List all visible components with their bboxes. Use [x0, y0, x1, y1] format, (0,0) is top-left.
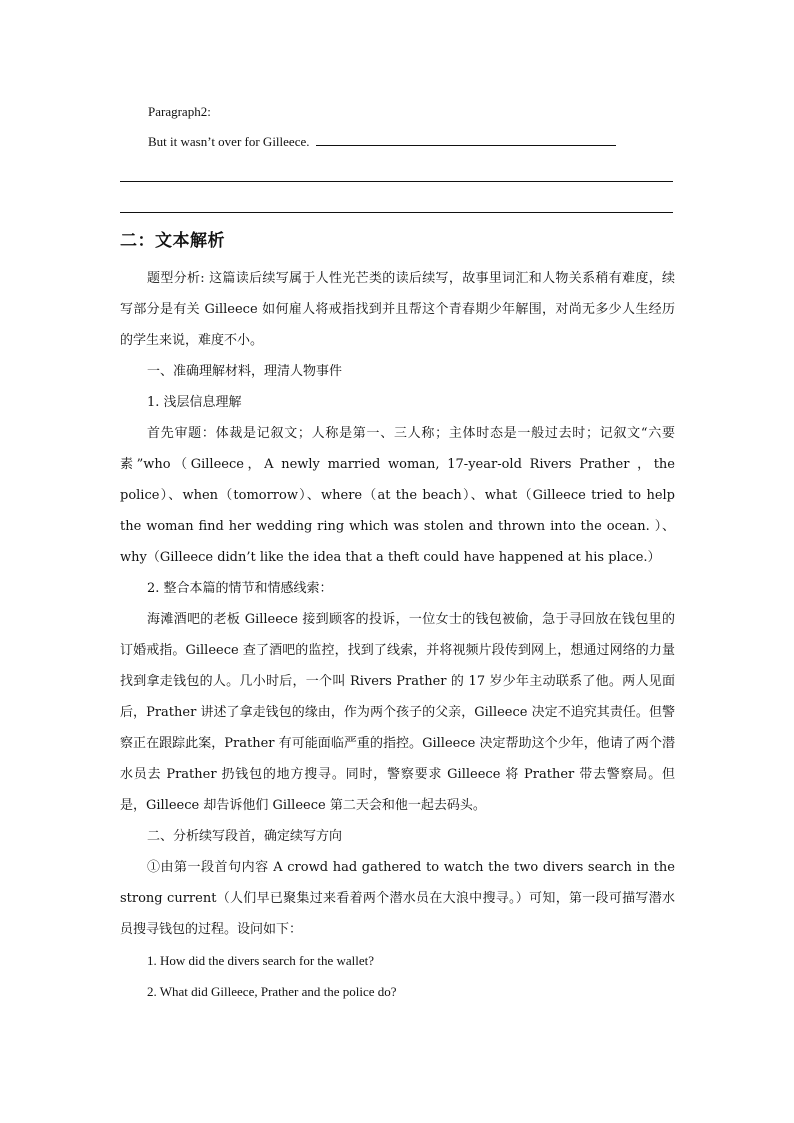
continuation-prompt	[148, 134, 678, 150]
item1-title: 1. 浅层信息理解	[147, 395, 242, 410]
paragraph-label: Paragraph2:	[148, 104, 211, 119]
continuation-start-text: But it wasn’t over for Gilleece.	[148, 134, 310, 149]
part1-title: 一、准确理解材料，理清人物事件	[147, 364, 343, 379]
part2-title: 二、分析续写段首，确定续写方向	[147, 829, 343, 844]
writing-line-2[interactable]	[120, 212, 673, 213]
question-item: 1. How did the divers search for the wallet?	[147, 953, 375, 968]
question-item: 2. What did Gilleece, Prather and the police do?	[147, 984, 397, 999]
section-heading: 二：文本解析	[120, 231, 225, 251]
part2-body: ①由第一段首句内容 A crowd had gathered to watch the two divers search in the strong current（人们早已聚集过来看着两个潜水员在大浪中搜寻。）可知，第一段可描写潜水员搜寻钱包的过程。设问如下：	[120, 860, 675, 937]
analysis-body	[120, 263, 675, 1007]
item1-body: 首先审题：体裁是记叙文；人称是第一、三人称；主体时态是一般过去时；记叙文“六要素”who（Gilleece，A newly married woman, 17-year-old Rivers Prather ，the police）、when（tomorrow）、where（at the beach）、what（Gilleece tried to help the woman find her wedding ring which was stolen and thrown into the ocean. ）、why（Gilleece didn’t like the idea that a theft could have happened at his place.）	[120, 426, 675, 565]
item2-title: 2. 整合本篇的情节和情感线索：	[147, 581, 333, 596]
analysis-paragraph: 题型分析: 这篇读后续写属于人性光芒类的读后续写，故事里词汇和人物关系稍有难度，续写部分是有关 Gilleece 如何雇人将戒指找到并且帮这个青春期少年解围，对尚无多少人生经历的学生来说，难度不小。	[120, 271, 675, 348]
writing-line-1[interactable]	[120, 181, 673, 182]
item2-body: 海滩酒吧的老板 Gilleece 接到顾客的投诉，一位女士的钱包被偷，急于寻回放在钱包里的订婚戒指。Gilleece 查了酒吧的监控，找到了线索，并将视频片段传到网上，想通过网络的力量找到拿走钱包的人。几小时后，一个叫 Rivers Prather 的 17 岁少年主动联系了他。两人见面后，Prather 讲述了拿走钱包的缘由，作为两个孩子的父亲，Gilleece 决定不追究其责任。但警察正在跟踪此案，Prather 有可能面临严重的指控。Gilleece 决定帮助这个少年，他请了两个潜水员去 Prather 扔钱包的地方搜寻。同时，警察要求 Gilleece 将 Prather 带去警察局。但是，Gilleece 却告诉他们 Gilleece 第二天会和他一起去码头。	[120, 612, 675, 813]
answer-blank[interactable]	[316, 135, 616, 146]
